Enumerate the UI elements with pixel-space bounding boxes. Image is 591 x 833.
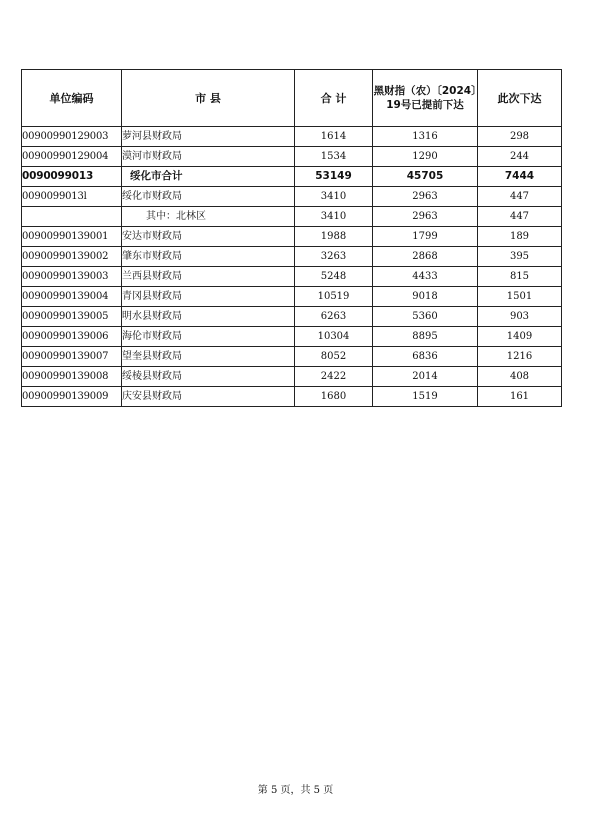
cell-unit-name: 兰西县财政局: [122, 267, 295, 287]
cell-unit-code: 00900990139008: [22, 367, 122, 387]
cell-total: 1680: [295, 387, 373, 407]
cell-current-issue: 395: [478, 247, 562, 267]
cell-total: 8052: [295, 347, 373, 367]
cell-unit-code: 00900990139006: [22, 327, 122, 347]
cell-unit-code: 00900990139003: [22, 267, 122, 287]
cell-already-issued: 1519: [373, 387, 478, 407]
cell-unit-code: 0090099013: [22, 167, 122, 187]
table-row: [22, 267, 562, 287]
cell-unit-name: 绥棱县财政局: [122, 367, 295, 387]
cell-current-issue: 161: [478, 387, 562, 407]
table-header-row: [22, 70, 562, 127]
cell-unit-name: 绥化市合计: [122, 167, 295, 187]
table-body: [22, 127, 562, 407]
allocation-table: [21, 69, 562, 407]
cell-unit-name: 漠河市财政局: [122, 147, 295, 167]
cell-already-issued: 2014: [373, 367, 478, 387]
table-row: [22, 147, 562, 167]
cell-current-issue: 244: [478, 147, 562, 167]
cell-total: 6263: [295, 307, 373, 327]
header-current-issue: 此次下达: [478, 70, 562, 127]
cell-unit-name: 海伦市财政局: [122, 327, 295, 347]
cell-unit-name: 其中：北林区: [122, 207, 295, 227]
table-row: [22, 227, 562, 247]
cell-unit-name: 望奎县财政局: [122, 347, 295, 367]
cell-already-issued: 4433: [373, 267, 478, 287]
cell-total: 10519: [295, 287, 373, 307]
cell-total: 3410: [295, 207, 373, 227]
header-city-county: 市 县: [122, 70, 295, 127]
cell-current-issue: 903: [478, 307, 562, 327]
cell-unit-name: 绥化市财政局: [122, 187, 295, 207]
cell-total: 3410: [295, 187, 373, 207]
header-unit-code: 单位编码: [22, 70, 122, 127]
cell-already-issued: 6836: [373, 347, 478, 367]
cell-unit-code: [22, 207, 122, 227]
table-row: [22, 287, 562, 307]
cell-unit-code: 00900990139007: [22, 347, 122, 367]
cell-total: 1614: [295, 127, 373, 147]
cell-already-issued: 1316: [373, 127, 478, 147]
cell-already-issued: 8895: [373, 327, 478, 347]
cell-unit-name: 萝河县财政局: [122, 127, 295, 147]
cell-already-issued: 1799: [373, 227, 478, 247]
cell-unit-code: 00900990129004: [22, 147, 122, 167]
cell-unit-code: 00900990139002: [22, 247, 122, 267]
cell-already-issued: 1290: [373, 147, 478, 167]
cell-unit-code: 00900990129003: [22, 127, 122, 147]
cell-already-issued: 2963: [373, 207, 478, 227]
cell-current-issue: 447: [478, 207, 562, 227]
table-row: [22, 167, 562, 187]
cell-total: 3263: [295, 247, 373, 267]
table-row: [22, 247, 562, 267]
cell-current-issue: 1216: [478, 347, 562, 367]
cell-total: 10304: [295, 327, 373, 347]
cell-unit-name: 青冈县财政局: [122, 287, 295, 307]
table-row: [22, 187, 562, 207]
cell-current-issue: 408: [478, 367, 562, 387]
cell-unit-name: 明水县财政局: [122, 307, 295, 327]
cell-current-issue: 298: [478, 127, 562, 147]
table-row: [22, 367, 562, 387]
cell-current-issue: 815: [478, 267, 562, 287]
cell-already-issued: 5360: [373, 307, 478, 327]
cell-total: 53149: [295, 167, 373, 187]
cell-current-issue: 7444: [478, 167, 562, 187]
cell-already-issued: 2963: [373, 187, 478, 207]
cell-total: 1988: [295, 227, 373, 247]
cell-unit-name: 安达市财政局: [122, 227, 295, 247]
cell-already-issued: 2868: [373, 247, 478, 267]
table-row: [22, 127, 562, 147]
cell-unit-code: 00900990139009: [22, 387, 122, 407]
table-row: [22, 327, 562, 347]
header-already-issued: 黑财指（农）〔2024〕19号已提前下达: [373, 70, 478, 127]
cell-total: 1534: [295, 147, 373, 167]
cell-unit-code: 0090099013l: [22, 187, 122, 207]
page-footer: 第 5 页，共 5 页: [257, 785, 334, 796]
cell-unit-code: 00900990139001: [22, 227, 122, 247]
cell-current-issue: 1409: [478, 327, 562, 347]
table-row: [22, 347, 562, 367]
cell-unit-name: 肇东市财政局: [122, 247, 295, 267]
cell-unit-name: 庆安县财政局: [122, 387, 295, 407]
cell-unit-code: 00900990139005: [22, 307, 122, 327]
table-row: [22, 307, 562, 327]
header-total: 合 计: [295, 70, 373, 127]
cell-total: 5248: [295, 267, 373, 287]
cell-current-issue: 189: [478, 227, 562, 247]
cell-current-issue: 447: [478, 187, 562, 207]
cell-already-issued: 9018: [373, 287, 478, 307]
table-row: [22, 387, 562, 407]
table-row: [22, 207, 562, 227]
cell-current-issue: 1501: [478, 287, 562, 307]
cell-unit-code: 00900990139004: [22, 287, 122, 307]
cell-already-issued: 45705: [373, 167, 478, 187]
cell-total: 2422: [295, 367, 373, 387]
